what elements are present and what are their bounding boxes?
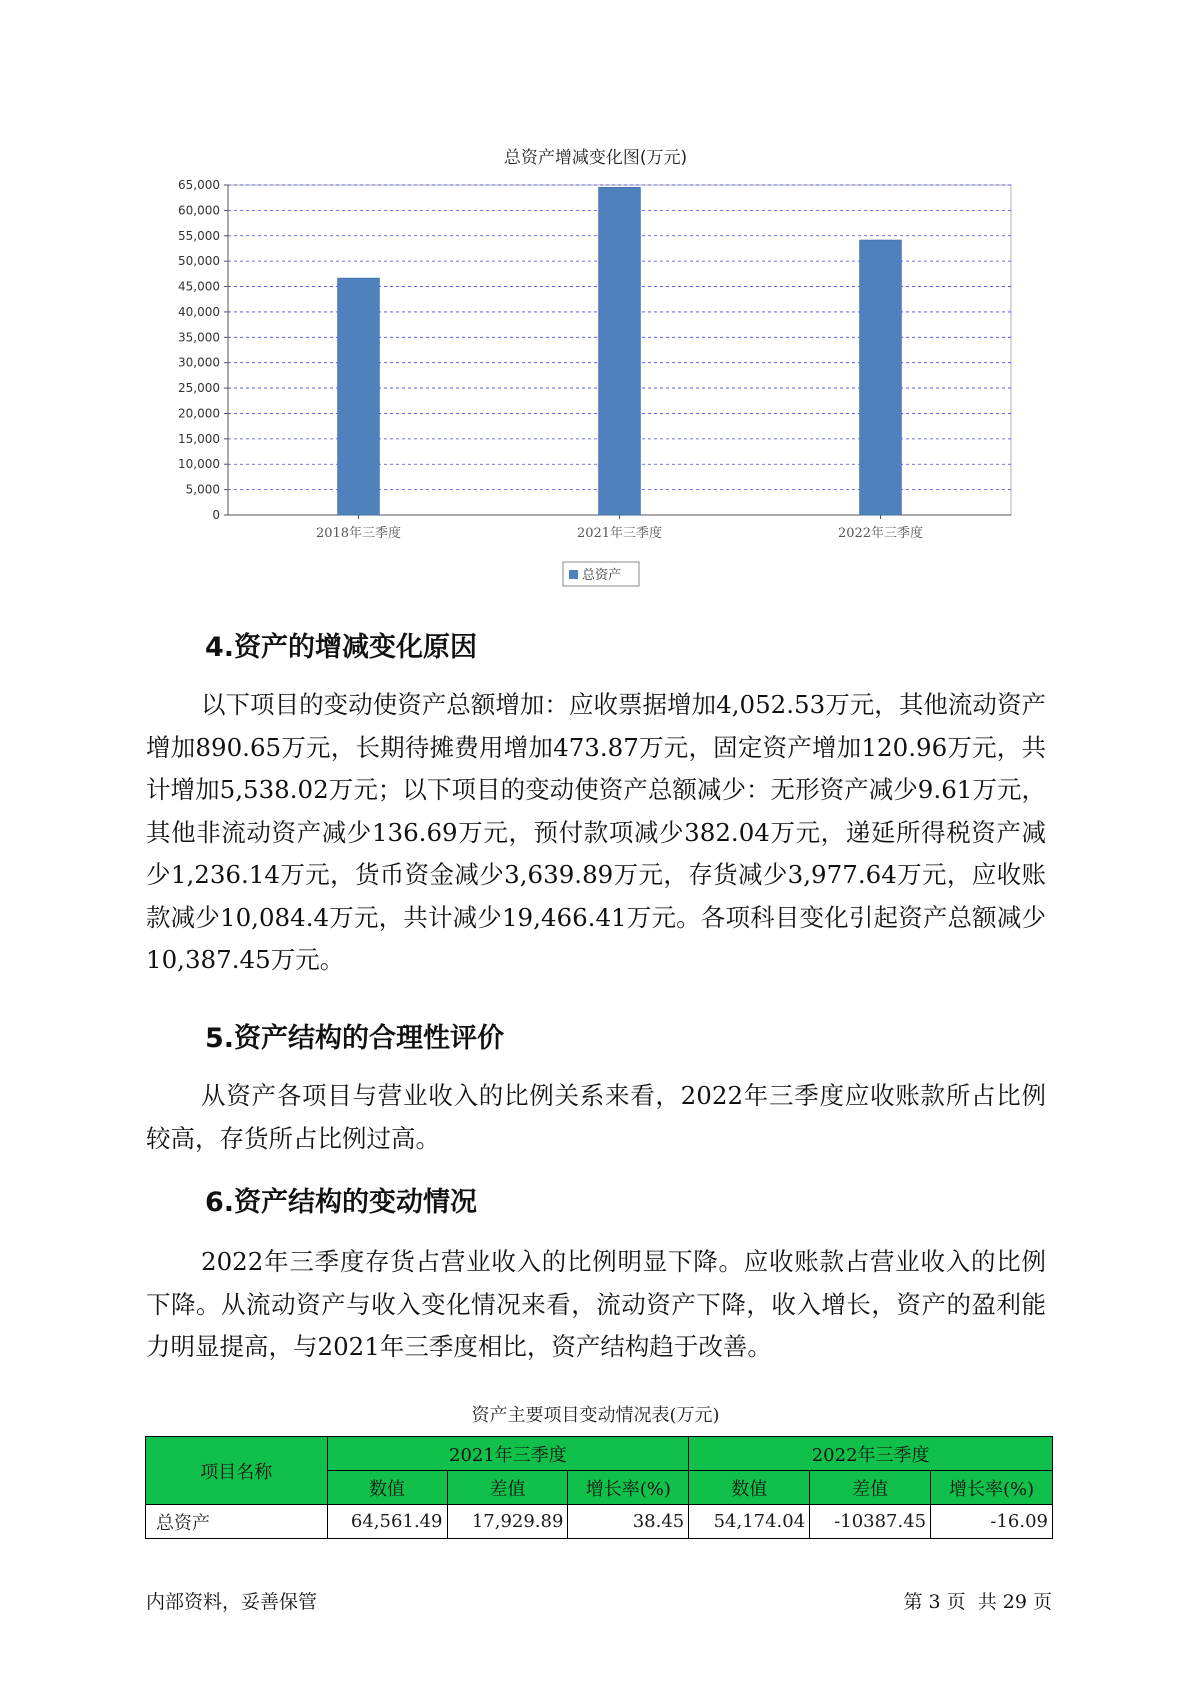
cell-diff-2022: -10387.45 [810, 1505, 931, 1539]
y-tick-label: 0 [212, 508, 220, 522]
y-tick-label: 20,000 [178, 406, 220, 421]
y-tick-label: 55,000 [178, 228, 220, 243]
section-heading-5: 5.资产结构的合理性评价 [205, 1023, 505, 1054]
header-item-name: 项目名称 [146, 1437, 328, 1505]
footer-confidential-note: 内部资料，妥善保管 [146, 1591, 318, 1613]
y-tick-label: 45,000 [178, 279, 220, 294]
section-paragraph-4: 以下项目的变动使资产总额增加：应收票据增加4,052.53万元，其他流动资产增加890.65万元，长期待摊费用增加473.87万元，固定资产增加120.96万元，共计增加5,538.02万元；以下项目的变动使资产总额减少：无形资产减少9.61万元，其他非流动资产减少136.69万元，预付款项减少382.04万元，递延所得税资产减少1,236.14万元，货币资金减少3,639.89万元，存货减少3,977.64万元，应收账款减少10,084.4万元，共计减少19,466.41万元。各项科目变化引起资产总额减少10,387.45万元。 [146, 690, 1046, 974]
x-tick-label: 2022年三季度 [837, 526, 924, 541]
y-tick-label: 50,000 [178, 254, 220, 269]
total-assets-bar-chart [0, 0, 1191, 600]
y-tick-label: 40,000 [178, 304, 220, 319]
legend-label: 总资产 [582, 568, 622, 583]
y-tick-label: 30,000 [178, 355, 220, 370]
table-header-row-1 [146, 1437, 1053, 1471]
cell-growth-2021: 38.45 [568, 1505, 689, 1539]
x-tick-label: 2021年三季度 [576, 526, 663, 541]
y-tick-label: 60,000 [178, 203, 220, 218]
bar [338, 278, 380, 515]
cell-diff-2021: 17,929.89 [447, 1505, 568, 1539]
header-growth: 增长率(%) [568, 1471, 689, 1505]
cell-value-2022: 54,174.04 [689, 1505, 810, 1539]
cell-growth-2022: -16.09 [931, 1505, 1053, 1539]
legend-swatch [569, 570, 578, 579]
x-tick-label: 2018年三季度 [315, 526, 402, 541]
footer-page-number: 第 3 页 共 29 页 [903, 1591, 1052, 1613]
asset-change-table [145, 1436, 1053, 1539]
chart-title: 总资产增减变化图(万元) [503, 148, 688, 168]
y-tick-label: 10,000 [178, 457, 220, 472]
y-tick-label: 15,000 [178, 431, 220, 446]
section-heading-4: 4.资产的增减变化原因 [205, 632, 478, 663]
section-paragraph-6: 2022年三季度存货占营业收入的比例明显下降。应收账款占营业收入的比例下降。从流动资产与收入变化情况来看，流动资产下降，收入增长，资产的盈利能力明显提高，与2021年三季度相比，资产结构趋于改善。 [146, 1247, 1046, 1361]
header-value: 数值 [689, 1471, 810, 1505]
y-tick-label: 25,000 [178, 381, 220, 396]
bar [599, 187, 641, 515]
cell-value-2021: 64,561.49 [327, 1505, 447, 1539]
y-tick-label: 5,000 [185, 482, 220, 497]
table-row [146, 1505, 1053, 1539]
section-heading-6: 6.资产结构的变动情况 [205, 1187, 478, 1218]
header-growth: 增长率(%) [931, 1471, 1053, 1505]
section-paragraph-5: 从资产各项目与营业收入的比例关系来看，2022年三季度应收账款所占比例较高，存货所占比例过高。 [146, 1081, 1046, 1153]
header-period-2021: 2021年三季度 [327, 1437, 689, 1471]
y-tick-label: 35,000 [178, 330, 220, 345]
table-title: 资产主要项目变动情况表(万元) [471, 1405, 720, 1426]
row-name: 总资产 [146, 1505, 328, 1539]
header-period-2022: 2022年三季度 [689, 1437, 1053, 1471]
bar [860, 240, 902, 515]
header-diff: 差值 [447, 1471, 568, 1505]
y-tick-label: 65,000 [178, 178, 220, 192]
header-diff: 差值 [810, 1471, 931, 1505]
header-value: 数值 [327, 1471, 447, 1505]
